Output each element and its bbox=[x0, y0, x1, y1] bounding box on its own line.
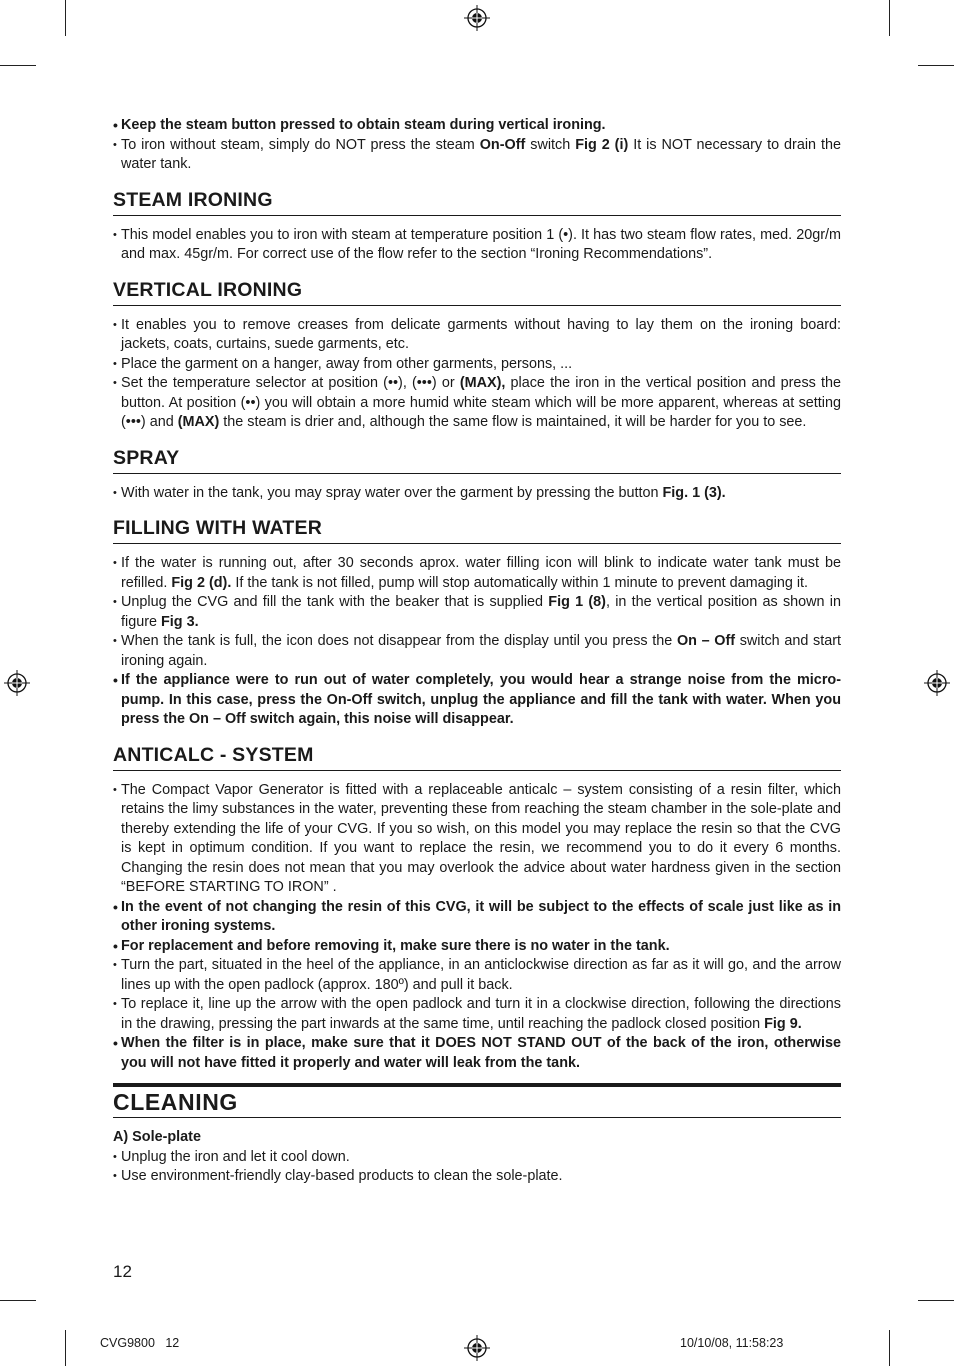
vertical-ironing-list bbox=[113, 316, 841, 433]
crop-mark bbox=[65, 0, 66, 36]
section-heading-spray: SPRAY bbox=[113, 445, 841, 474]
list-item: • If the water is running out, after 30 seconds aprox. water filling icon will blink to indicate water tank must be refilled. Fig 2 (d). If the tank is not filled, pump will stop automatically within 1 minute to prevent damaging it. bbox=[113, 554, 841, 593]
section-heading-steam-ironing: STEAM IRONING bbox=[113, 187, 841, 216]
list-item: • Keep the steam button pressed to obtain steam during vertical ironing. bbox=[113, 116, 841, 136]
list-item: • Unplug the CVG and fill the tank with the beaker that is supplied Fig 1 (8), in the vertical position as shown in figure Fig 3. bbox=[113, 593, 841, 632]
filling-list bbox=[113, 554, 841, 730]
anticalc-list bbox=[113, 781, 841, 1074]
intro-list bbox=[113, 116, 841, 175]
crop-mark bbox=[889, 0, 890, 36]
spray-list bbox=[113, 484, 841, 504]
list-item: • When the filter is in place, make sure that it DOES NOT STAND OUT of the back of the iron, otherwise you will not have fitted it properly and water will leak from the tank. bbox=[113, 1034, 841, 1073]
crop-mark bbox=[0, 65, 36, 66]
cleaning-list bbox=[113, 1148, 841, 1187]
section-heading-vertical-ironing: VERTICAL IRONING bbox=[113, 277, 841, 306]
section-heading-filling: FILLING WITH WATER bbox=[113, 515, 841, 544]
print-timestamp: 10/10/08, 11:58:23 bbox=[680, 1336, 784, 1350]
list-item: • When the tank is full, the icon does not disappear from the display until you press the On – Off switch and start ironing again. bbox=[113, 632, 841, 671]
list-item: • It enables you to remove creases from delicate garments without having to lay them on the ironing board: jackets, coats, curtains, suede garments, etc. bbox=[113, 316, 841, 355]
list-item: • Set the temperature selector at position (••), (•••) or (MAX), place the iron in the vertical position and press the button. At position (••) you will obtain a more humid white steam which will be more apparent, whereas at setting (•••) and (MAX) the steam is drier and, although the same flow is maintained, it will be harder for you to see. bbox=[113, 374, 841, 433]
list-item: • For replacement and before removing it, make sure there is no water in the tank. bbox=[113, 937, 841, 957]
crop-mark bbox=[65, 1330, 66, 1366]
list-item: • The Compact Vapor Generator is fitted with a replaceable anticalc – system consisting of a resin filter, which retains the limy substances in the water, preventing these from reaching the steam chamber in the sole-plate and thereby extending the life of your CVG. If you so wish, on this model you may replace the resin so that the CVG is kept in optimum condition. If you want to replace the resin, we recommend you to do it every 6 months. Changing the resin does not mean that you may overlook the advice about water hardness given in the section “BEFORE STARTING TO IRON” . bbox=[113, 781, 841, 898]
print-doc-code: CVG9800 12 bbox=[100, 1336, 180, 1350]
subheading-sole-plate: A) Sole-plate bbox=[113, 1129, 201, 1145]
list-item: • With water in the tank, you may spray water over the garment by pressing the button Fig. 1 (3). bbox=[113, 484, 841, 504]
list-item: • Turn the part, situated in the heel of the appliance, in an anticlockwise direction as far as it will go, and the arrow lines up with the open padlock (approx. 180º) and pull it back. bbox=[113, 956, 841, 995]
section-heading-cleaning: CLEANING bbox=[113, 1083, 841, 1118]
registration-mark-icon bbox=[464, 5, 490, 31]
list-item: • In the event of not changing the resin of this CVG, it will be subject to the effects of scale just like as in other ironing systems. bbox=[113, 898, 841, 937]
registration-mark-icon bbox=[4, 670, 30, 696]
steam-ironing-list bbox=[113, 226, 841, 265]
section-heading-anticalc: ANTICALC - SYSTEM bbox=[113, 742, 841, 771]
crop-mark bbox=[918, 1300, 954, 1301]
crop-mark bbox=[889, 1330, 890, 1366]
list-item: • If the appliance were to run out of water completely, you would hear a strange noise from the micro-pump. In this case, press the On-Off switch, unplug the appliance and fill the tank with water. When you press the On – Off switch again, this noise will disappear. bbox=[113, 671, 841, 730]
list-item: • Place the garment on a hanger, away from other garments, persons, ... bbox=[113, 355, 841, 375]
list-item: • To replace it, line up the arrow with the open padlock and turn it in a clockwise direction, following the directions in the drawing, pressing the part inwards at the same time, until reaching the padlock closed position Fig 9. bbox=[113, 995, 841, 1034]
page-content bbox=[113, 116, 841, 1187]
crop-mark bbox=[0, 1300, 36, 1301]
list-item: • This model enables you to iron with steam at temperature position 1 (•). It has two steam flow rates, med. 20gr/m and max. 45gr/m. For correct use of the flow refer to the section “Ironing Recommendations”. bbox=[113, 226, 841, 265]
registration-mark-icon bbox=[464, 1335, 490, 1361]
list-item: • To iron without steam, simply do NOT press the steam On-Off switch Fig 2 (i) It is NOT necessary to drain the water tank. bbox=[113, 136, 841, 175]
crop-mark bbox=[918, 65, 954, 66]
list-item: • Unplug the iron and let it cool down. bbox=[113, 1148, 841, 1168]
registration-mark-icon bbox=[924, 670, 950, 696]
list-item: • Use environment-friendly clay-based products to clean the sole-plate. bbox=[113, 1167, 841, 1187]
page-number: 12 bbox=[113, 1262, 132, 1281]
